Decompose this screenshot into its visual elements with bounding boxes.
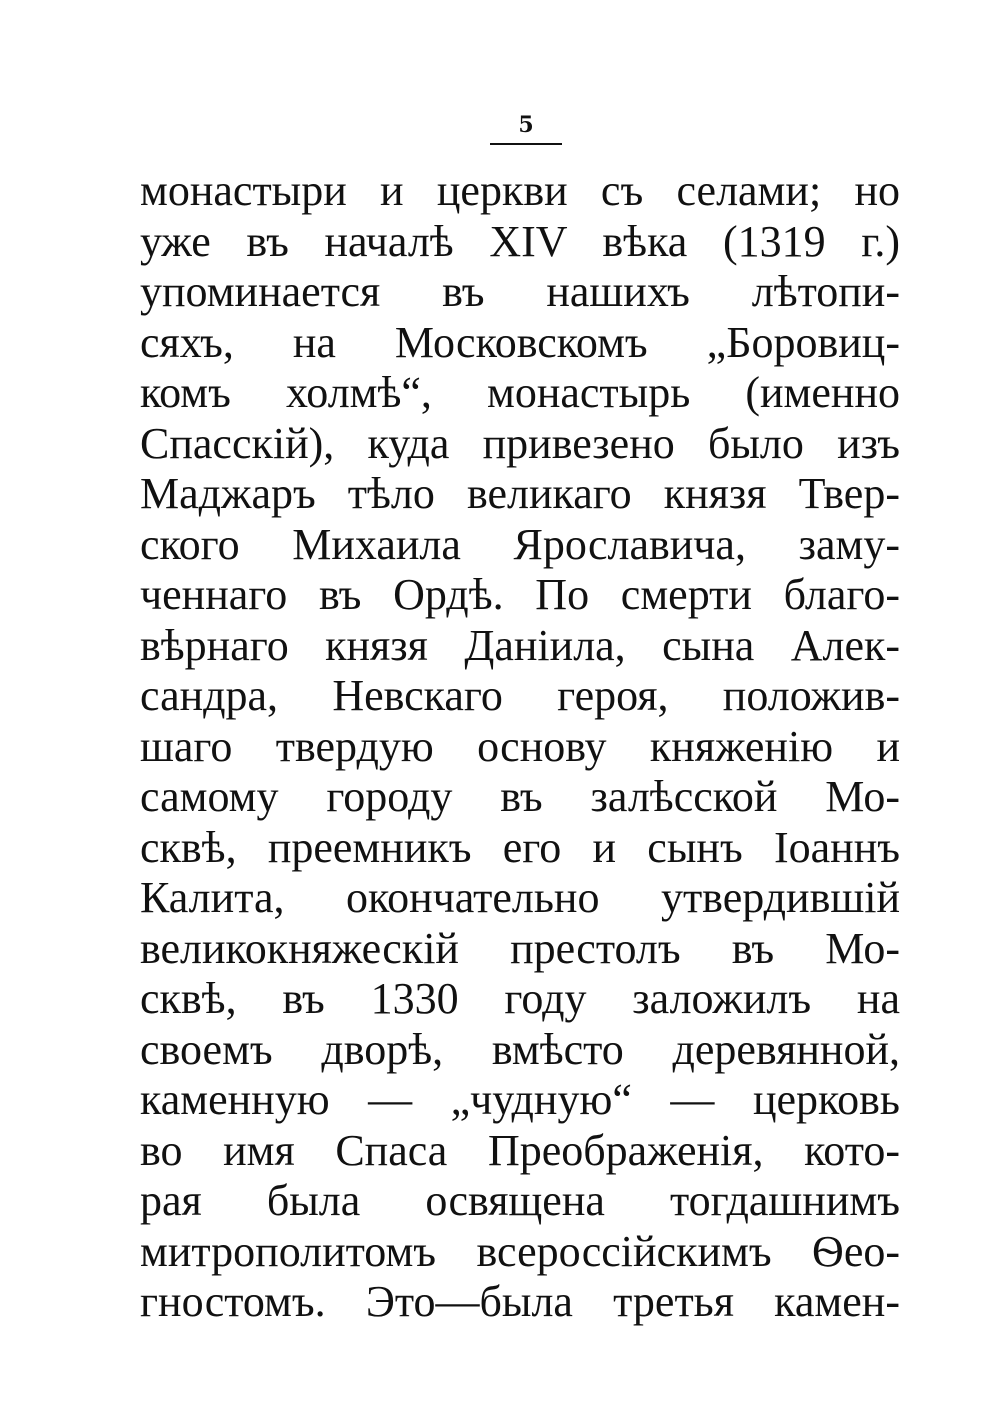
text-line: своемъ дворѣ, вмѣсто деревянной, bbox=[140, 1024, 900, 1074]
text-line: сяхъ, на Московскомъ „Боровиц- bbox=[140, 317, 900, 367]
page-number: 5 bbox=[518, 112, 534, 138]
text-line: сандра, Невскаго героя, положив- bbox=[140, 671, 900, 720]
text-line: комъ холмѣ“, монастырь (именно bbox=[140, 368, 900, 417]
text-line: Калита, окончательно утвердившій bbox=[140, 873, 900, 922]
text-line: сквѣ, въ 1330 году заложилъ на bbox=[140, 974, 900, 1023]
text-line: митрополитомъ всероссійскимъ Ѳео- bbox=[140, 1226, 900, 1276]
text-line: Спасскій), куда привезено было изъ bbox=[140, 418, 900, 468]
text-line: во имя Спаса Преображенія, кото- bbox=[140, 1125, 900, 1175]
text-line: монастыри и церкви съ селами; но bbox=[140, 166, 900, 215]
text-line: шаго твердую основу княженію и bbox=[140, 721, 900, 771]
text-line: ского Михаила Ярославича, заму- bbox=[140, 519, 900, 569]
page-number-rule bbox=[490, 143, 562, 145]
text-line: ченнаго въ Ордѣ. По смерти благо- bbox=[140, 570, 900, 619]
text-line: уже въ началѣ XIV вѣка (1319 г.) bbox=[140, 216, 900, 266]
text-line: Маджаръ тѣло великаго князя Твер- bbox=[140, 469, 900, 518]
text-line: гностомъ. Это—была третья камен- bbox=[140, 1277, 900, 1326]
text-line: упоминается въ нашихъ лѣтопи- bbox=[140, 267, 900, 316]
text-line: великокняжескій престолъ въ Мо- bbox=[140, 923, 900, 973]
text-line: самому городу въ залѣсской Мо- bbox=[140, 772, 900, 821]
text-line: вѣрнаго князя Даніила, сына Алек- bbox=[140, 620, 900, 670]
text-line: сквѣ, преемникъ его и сынъ Іоаннъ bbox=[140, 822, 900, 872]
text-line: каменную — „чудную“ — церковь bbox=[140, 1075, 900, 1124]
text-line: рая была освящена тогдашнимъ bbox=[140, 1176, 900, 1225]
page-text bbox=[140, 166, 900, 1328]
